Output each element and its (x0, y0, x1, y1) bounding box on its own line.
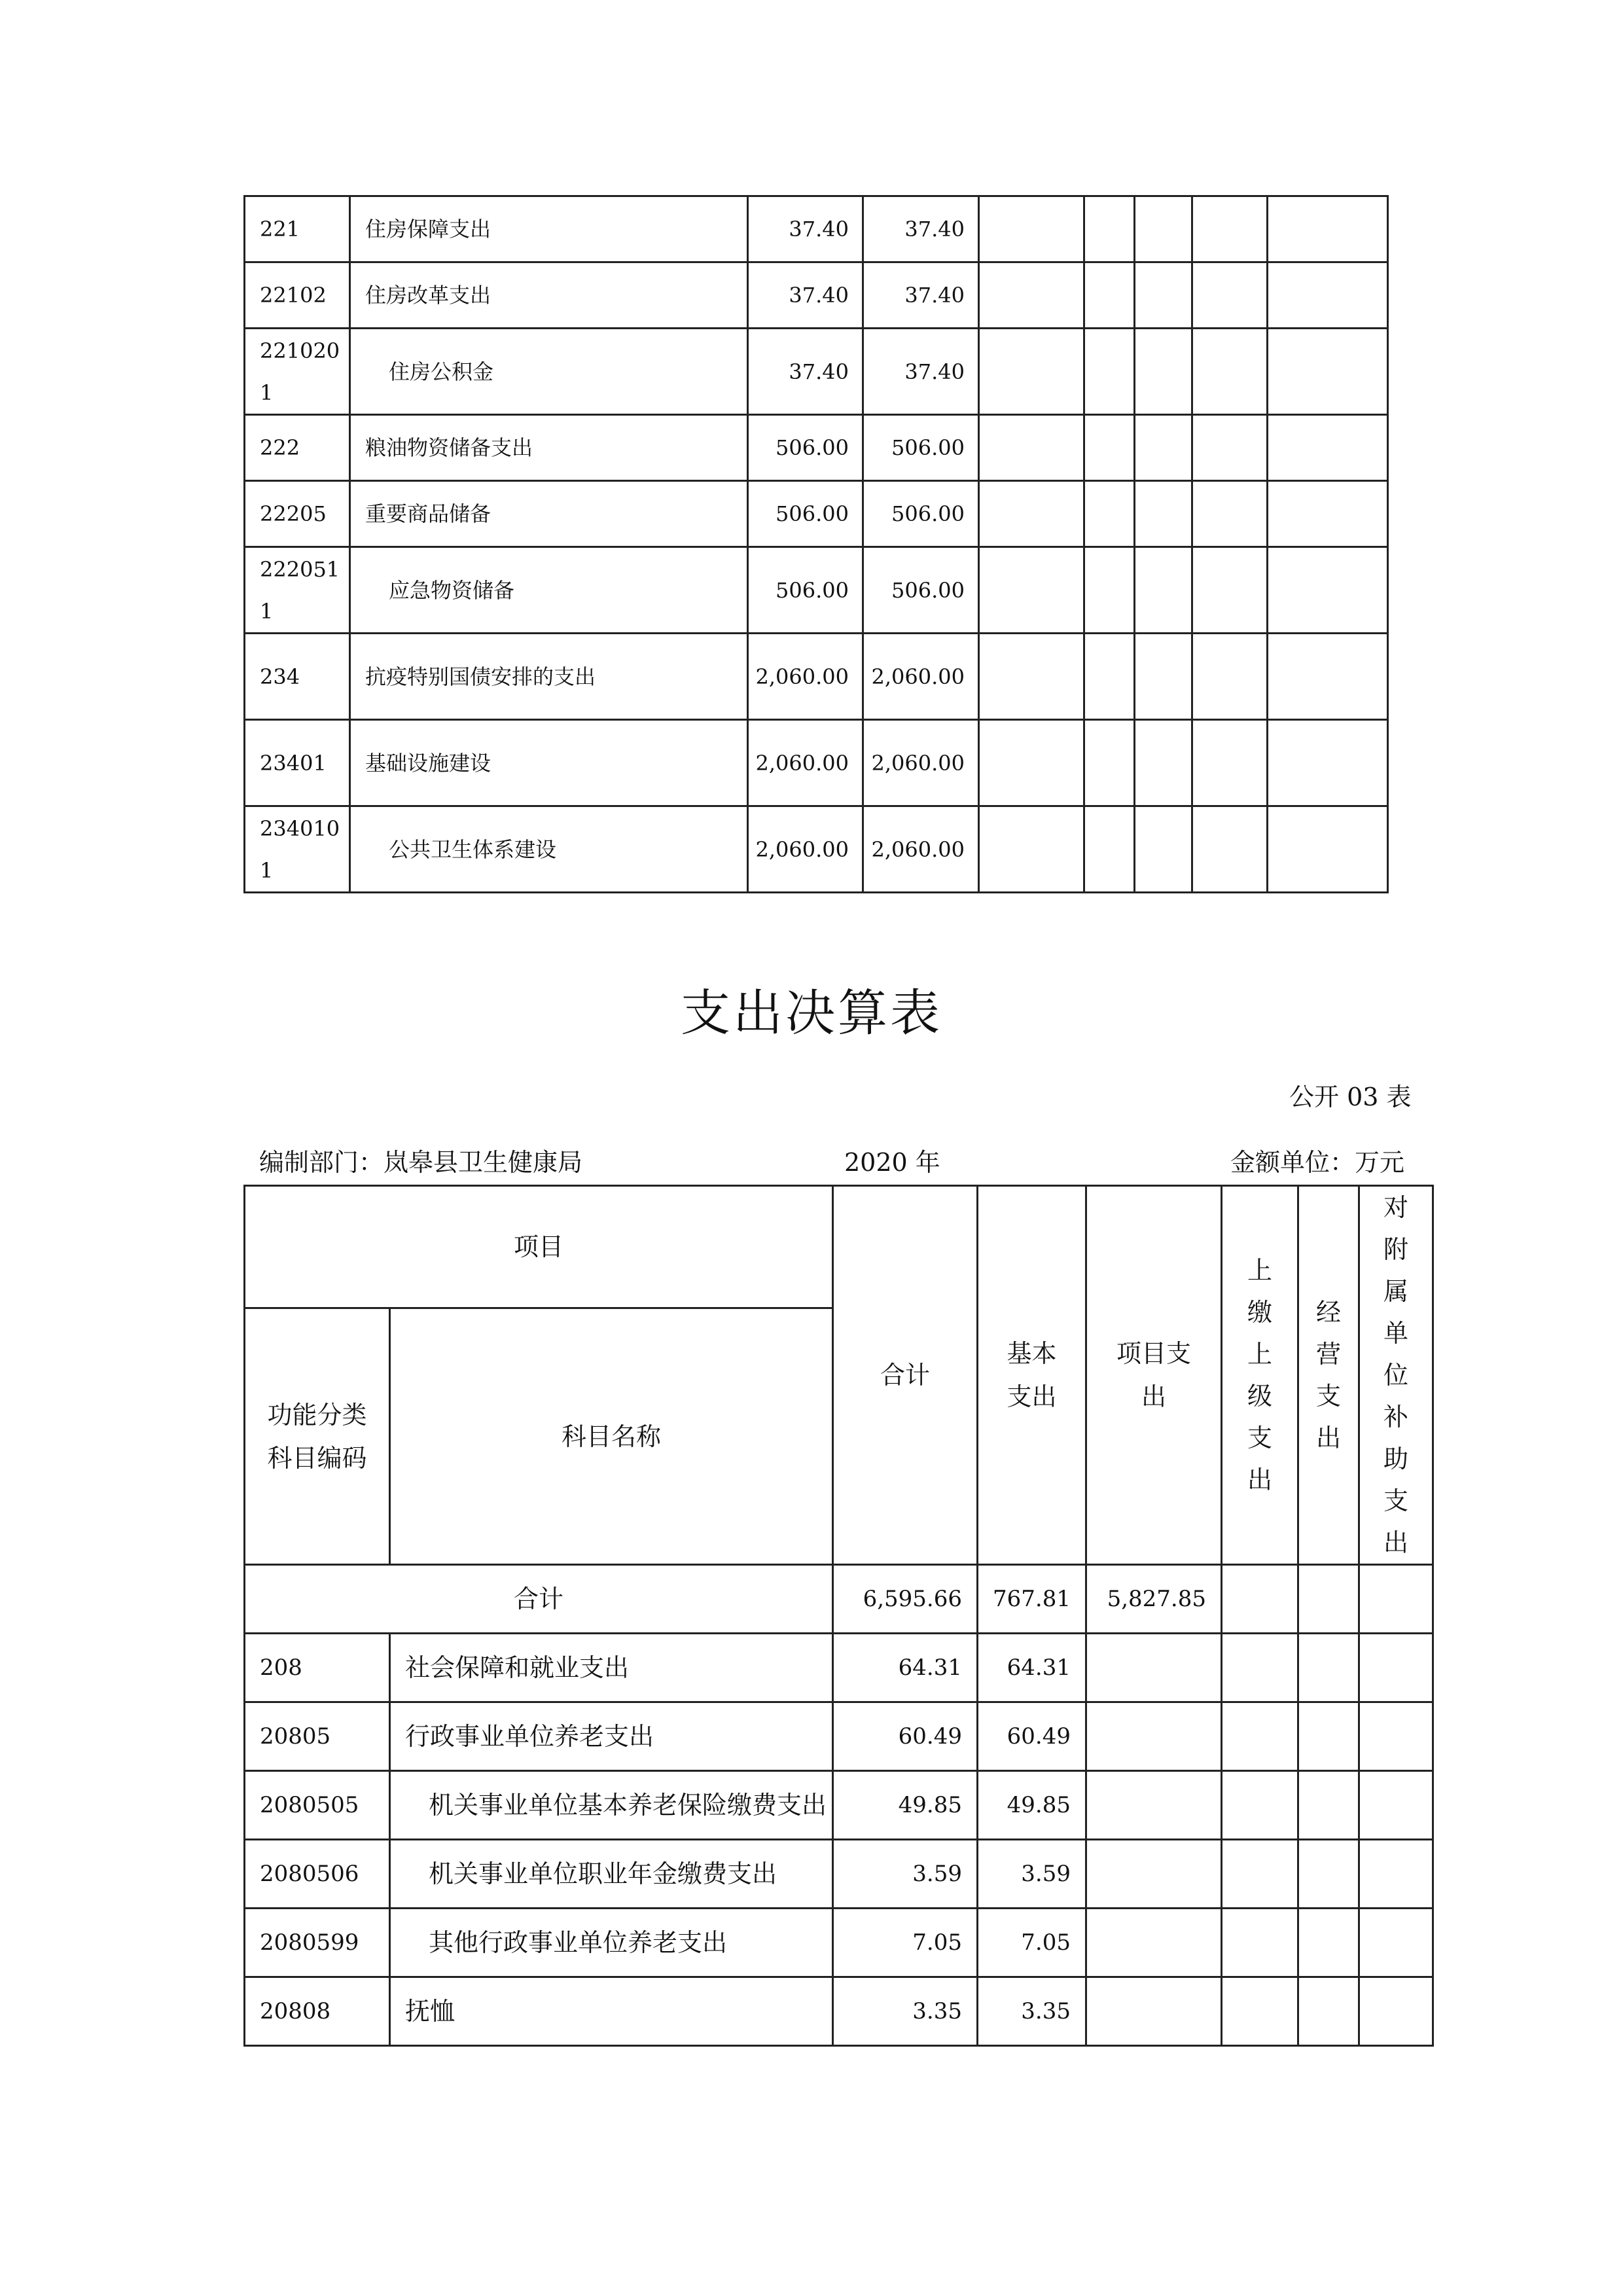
empty-cell (1084, 329, 1135, 415)
subject-name: 机关事业单位基本养老保险缴费支出 (390, 1771, 833, 1840)
empty-cell (1192, 481, 1268, 547)
empty-cell (1192, 196, 1268, 262)
subject-name: 住房保障支出 (350, 196, 748, 262)
empty-cell (1222, 1634, 1298, 1702)
subject-code: 2210201 (245, 329, 350, 415)
empty-cell (1086, 1634, 1222, 1702)
subject-name: 重要商品储备 (350, 481, 748, 547)
empty-cell (1222, 1702, 1298, 1771)
table-row (245, 1702, 1433, 1771)
subject-code: 22102 (245, 262, 350, 329)
empty-cell (1298, 1702, 1359, 1771)
empty-cell (979, 415, 1084, 481)
total-amount: 3.35 (833, 1977, 978, 2046)
total-amount: 506.00 (748, 481, 863, 547)
table-row (245, 415, 1388, 481)
basic-amount: 2,060.00 (863, 634, 979, 720)
table-row (245, 1840, 1433, 1909)
empty-cell (1268, 720, 1388, 806)
unit-label: 金额单位：万元 (1230, 1148, 1405, 1177)
empty-cell (1135, 415, 1192, 481)
basic-amount: 2,060.00 (863, 806, 979, 893)
subject-code: 2080599 (245, 1909, 390, 1977)
table-row (245, 1634, 1433, 1702)
empty-cell (1135, 547, 1192, 634)
total-amount: 2,060.00 (748, 806, 863, 893)
subject-name: 公共卫生体系建设 (350, 806, 748, 893)
total-amount: 2,060.00 (748, 720, 863, 806)
empty-cell (1135, 329, 1192, 415)
basic-amount: 49.85 (978, 1771, 1086, 1840)
empty-cell (1135, 634, 1192, 720)
subject-name: 其他行政事业单位养老支出 (390, 1909, 833, 1977)
empty-cell (1135, 481, 1192, 547)
basic-amount: 2,060.00 (863, 720, 979, 806)
year-label: 2020 年 (844, 1148, 940, 1177)
empty-cell (1298, 1977, 1359, 2046)
empty-cell (1268, 806, 1388, 893)
empty-cell (1135, 720, 1192, 806)
subject-name: 住房改革支出 (350, 262, 748, 329)
empty-cell (979, 547, 1084, 634)
empty-cell (1086, 1840, 1222, 1909)
empty-cell (1084, 196, 1135, 262)
subject-code: 222 (245, 415, 350, 481)
subject-name: 行政事业单位养老支出 (390, 1702, 833, 1771)
subject-code: 221 (245, 196, 350, 262)
empty-cell (1359, 1634, 1433, 1702)
empty-cell (1222, 1840, 1298, 1909)
basic-amount: 37.40 (863, 196, 979, 262)
empty-cell (1268, 634, 1388, 720)
empty-cell (1192, 720, 1268, 806)
table-row (245, 806, 1388, 893)
table-row (245, 1771, 1433, 1840)
empty-cell (1086, 1702, 1222, 1771)
subject-name: 社会保障和就业支出 (390, 1634, 833, 1702)
empty-cell (1192, 329, 1268, 415)
empty-cell (1359, 1771, 1433, 1840)
empty-cell (1084, 262, 1135, 329)
table-row (245, 196, 1388, 262)
empty-cell (1192, 262, 1268, 329)
empty-cell (1086, 1771, 1222, 1840)
empty-cell (1298, 1909, 1359, 1977)
total-label: 合计 (245, 1565, 833, 1634)
empty-cell (979, 196, 1084, 262)
basic-amount: 506.00 (863, 547, 979, 634)
header-total: 合计 (833, 1186, 978, 1565)
subject-name: 应急物资储备 (350, 547, 748, 634)
subject-code: 2080505 (245, 1771, 390, 1840)
total-amount: 37.40 (748, 262, 863, 329)
table-row (245, 481, 1388, 547)
basic-amount: 506.00 (863, 415, 979, 481)
total-business (1298, 1565, 1359, 1634)
subject-code: 2220511 (245, 547, 350, 634)
empty-cell (1192, 634, 1268, 720)
subject-code: 22205 (245, 481, 350, 547)
table-row (245, 720, 1388, 806)
department-label: 编制部门：岚皋县卫生健康局 (259, 1148, 583, 1177)
empty-cell (1298, 1771, 1359, 1840)
total-amount: 506.00 (748, 547, 863, 634)
subject-name: 粮油物资储备支出 (350, 415, 748, 481)
empty-cell (1084, 720, 1135, 806)
empty-cell (1084, 415, 1135, 481)
basic-amount: 7.05 (978, 1909, 1086, 1977)
total-amount: 2,060.00 (748, 634, 863, 720)
total-amount: 506.00 (748, 415, 863, 481)
table-row (245, 1909, 1433, 1977)
basic-amount: 37.40 (863, 262, 979, 329)
table-row (245, 329, 1388, 415)
empty-cell (1222, 1771, 1298, 1840)
empty-cell (1298, 1840, 1359, 1909)
empty-cell (1359, 1977, 1433, 2046)
subject-code: 2080506 (245, 1840, 390, 1909)
total-project: 5,827.85 (1086, 1565, 1222, 1634)
total-amount: 49.85 (833, 1771, 978, 1840)
total-subsidy (1359, 1565, 1433, 1634)
empty-cell (1086, 1977, 1222, 2046)
empty-cell (1192, 547, 1268, 634)
subject-code: 234 (245, 634, 350, 720)
empty-cell (1359, 1840, 1433, 1909)
header-upper: 上缴上级支出 (1222, 1186, 1298, 1565)
subject-name: 住房公积金 (350, 329, 748, 415)
subject-name: 基础设施建设 (350, 720, 748, 806)
table-row (245, 547, 1388, 634)
empty-cell (1135, 196, 1192, 262)
empty-cell (1359, 1909, 1433, 1977)
empty-cell (1268, 329, 1388, 415)
empty-cell (1298, 1634, 1359, 1702)
expenditure-table-continued (243, 195, 1389, 893)
subject-code: 2340101 (245, 806, 350, 893)
empty-cell (1222, 1909, 1298, 1977)
total-row (245, 1565, 1433, 1634)
empty-cell (1268, 262, 1388, 329)
header-name: 科目名称 (390, 1308, 833, 1565)
total-amount: 7.05 (833, 1909, 978, 1977)
empty-cell (1086, 1909, 1222, 1977)
empty-cell (1268, 196, 1388, 262)
empty-cell (1135, 262, 1192, 329)
empty-cell (1084, 481, 1135, 547)
empty-cell (979, 806, 1084, 893)
basic-amount: 506.00 (863, 481, 979, 547)
empty-cell (1268, 481, 1388, 547)
basic-amount: 60.49 (978, 1702, 1086, 1771)
basic-amount: 37.40 (863, 329, 979, 415)
empty-cell (1268, 415, 1388, 481)
basic-amount: 3.35 (978, 1977, 1086, 2046)
table-row (245, 634, 1388, 720)
header-business: 经营支出 (1298, 1186, 1359, 1565)
table-row (245, 262, 1388, 329)
empty-cell (1192, 806, 1268, 893)
empty-cell (1084, 806, 1135, 893)
table-row (245, 1977, 1433, 2046)
total-upper (1222, 1565, 1298, 1634)
subject-name: 抚恤 (390, 1977, 833, 2046)
expenditure-final-account-table (243, 1185, 1434, 2047)
empty-cell (1359, 1702, 1433, 1771)
header-item: 项目 (245, 1186, 833, 1308)
header-project: 项目支出 (1086, 1186, 1222, 1565)
basic-amount: 3.59 (978, 1840, 1086, 1909)
empty-cell (1268, 547, 1388, 634)
subject-code: 20808 (245, 1977, 390, 2046)
empty-cell (1084, 634, 1135, 720)
empty-cell (979, 329, 1084, 415)
total-amount: 60.49 (833, 1702, 978, 1771)
empty-cell (979, 634, 1084, 720)
total-amount: 64.31 (833, 1634, 978, 1702)
header-code: 功能分类科目编码 (245, 1308, 390, 1565)
empty-cell (1222, 1977, 1298, 2046)
total-basic: 767.81 (978, 1565, 1086, 1634)
page-title: 支出决算表 (681, 984, 942, 1042)
empty-cell (1192, 415, 1268, 481)
subject-code: 208 (245, 1634, 390, 1702)
subject-code: 20805 (245, 1702, 390, 1771)
subject-name: 机关事业单位职业年金缴费支出 (390, 1840, 833, 1909)
empty-cell (979, 720, 1084, 806)
empty-cell (1135, 806, 1192, 893)
empty-cell (979, 262, 1084, 329)
subject-code: 23401 (245, 720, 350, 806)
empty-cell (1084, 547, 1135, 634)
basic-amount: 64.31 (978, 1634, 1086, 1702)
empty-cell (979, 481, 1084, 547)
subject-name: 抗疫特别国债安排的支出 (350, 634, 748, 720)
total-amount: 37.40 (748, 329, 863, 415)
total-amount: 37.40 (748, 196, 863, 262)
header-basic: 基本支出 (978, 1186, 1086, 1565)
header-subsidy: 对附属单位补助支出 (1359, 1186, 1433, 1565)
total-value: 6,595.66 (833, 1565, 978, 1634)
form-number: 公开 03 表 (1289, 1083, 1412, 1111)
total-amount: 3.59 (833, 1840, 978, 1909)
